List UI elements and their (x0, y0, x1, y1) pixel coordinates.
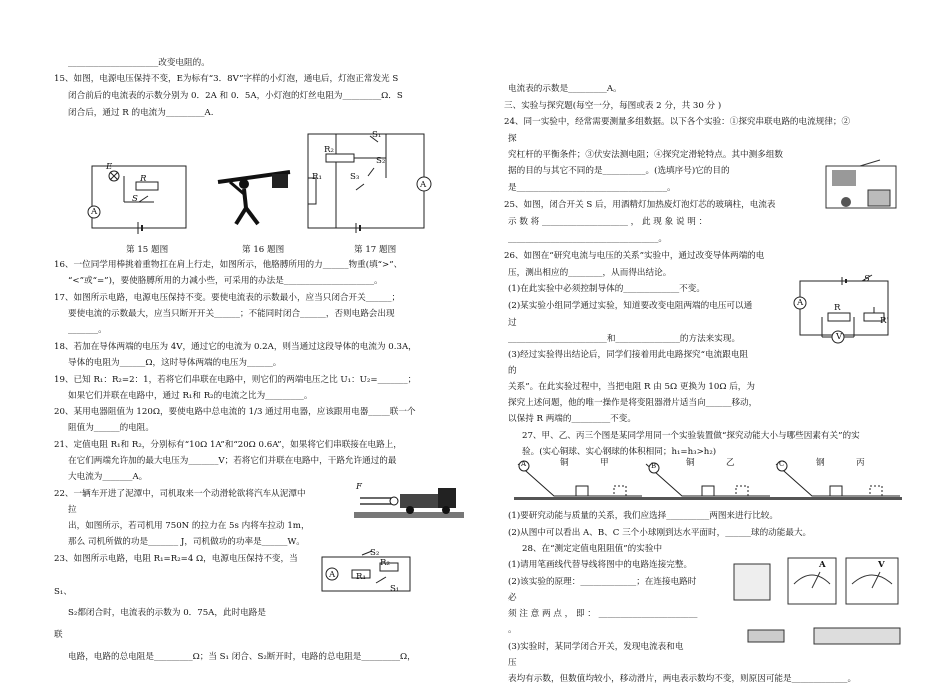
q26-line11: 以保持 R 两端的_________不变。 (508, 414, 636, 424)
label-r2-23: R₂ (380, 558, 390, 568)
label-s1: S₁ (372, 130, 382, 140)
ramp-jia-material: 铜 (560, 458, 569, 468)
q17-line1: 17、如图所示电路，电源电压保持不变。要使电流表的示数最小，应当只闭合开关______； (54, 293, 401, 303)
q18-line2: 导体的电阻为______Ω，这时导体两端的电压为______。 (68, 358, 282, 368)
section-3-heading: 三、实验与探究题(每空一分，每图或表 2 分，共 30 分 ) (504, 101, 722, 111)
q18-line1: 18、若加在导体两端的电压为 4V，通过它的电流为 0.2A，则当通过这段导体的电流为 0.3A， (54, 342, 417, 352)
q28-line5: 须 注 意 两 点 ， 即 ： _______________________ (508, 609, 698, 619)
label-ammeter-15: A (91, 207, 98, 217)
q25-line3: ___________________________________。 (508, 234, 667, 244)
q28-line1: 28、在“测定定值电阻阻值”的实验中 (522, 544, 663, 554)
label-s1-23: S₁ (390, 584, 400, 594)
label-voltmeter-26: V (836, 332, 843, 342)
q27-line2: 验。(实心铜球、实心钢球的体积相同；h₁=h₃>h₂) (522, 447, 717, 457)
q24-line1: 24、同一实验中，经常需要测量多组数据。以下各个实验：①探究串联电路的电流规律；② (504, 117, 851, 127)
q23-line4: 联 (54, 630, 63, 640)
label-r2: R₂ (324, 145, 334, 155)
q28-line6: 。 (508, 625, 517, 635)
q15-line3: 闭合后，通过 R 的电流为_________A. (68, 108, 214, 118)
q23-line5: 电路，电路的总电阻是_________Ω；当 S₁ 闭合、S₂断开时，电路的总电阻是_________Ω， (68, 652, 416, 662)
q26-line2: 压，测出相应的________，从而得出结论。 (508, 268, 672, 278)
q17-line3: _______。 (68, 325, 107, 335)
q26-line7: (3)经过实验得出结论后，同学们接着用此电路探究“电流跟电阻 (508, 350, 749, 360)
q22-line1: 22、一辆车开进了泥潭中，司机取来一个动滑轮欲将汽车从泥潭中 (54, 489, 306, 499)
label-s3: S₃ (350, 172, 360, 182)
q26-line9: 关系”。在此实验过程中，当把电阻 R 由 5Ω 更换为 10Ω 后，为 (508, 382, 755, 392)
q28-line8: 压 (508, 658, 517, 668)
label-ammeter-23: A (329, 570, 336, 580)
q28-line7: (3)实验时，某同学闭合开关，发现电流表和电 (508, 642, 684, 652)
label-r1-23: R₁ (356, 572, 366, 582)
figure-25-apparatus (820, 160, 900, 218)
q26-line5: 过 (508, 318, 517, 328)
q26-line4: (2)某实验小组同学通过实验，知道要改变电阻两端的电压可以通 (508, 301, 753, 311)
ball-b-label: B (651, 462, 657, 470)
q22-line4: 那么 司机所做的功是_______ J，司机做功的功率是______W。 (68, 537, 305, 547)
label-s2-23: S₂ (370, 548, 380, 558)
ramp-yi-material: 铜 (686, 458, 695, 468)
caption-fig17: 第 17 题图 (354, 245, 397, 255)
q22-line3: 出，如图所示，若司机用 750N 的拉力在 5s 内将车拉动 1m， (68, 521, 310, 531)
meter-v-label: V (878, 560, 885, 570)
label-r: R (140, 174, 147, 184)
q27-sub1: (1)要研究动能与质量的关系，我们应选择__________两图来进行比较。 (508, 511, 778, 521)
q16-line2: “<”或“=”)，要使胳膊所用的力减小些，可采用的办法是_____________________。 (68, 276, 383, 286)
figure-22-truck-pulley (354, 482, 464, 522)
q26-line1: 26、如图在“研究电流与电压的关系”实验中，通过改变导体两端的电 (504, 251, 765, 261)
figure-15-circuit (84, 160, 194, 240)
q24-line5: 是___________________________________。 (508, 183, 676, 193)
q21-line3: 大电流为_______A。 (68, 472, 148, 482)
meter-a-label: A (819, 560, 826, 570)
q24-line4: 据的目的与其它不同的是__________。(选填序号)它的目的 (508, 166, 730, 176)
label-ammeter-26: A (797, 298, 804, 308)
q17-line2: 要使电流的示数最大，应当只断开开关______；不能同时闭合______，否则电路会出现 (68, 309, 395, 319)
label-e: E (106, 162, 113, 172)
q23-line2: S₁、 (54, 587, 72, 597)
label-ammeter-17: A (420, 180, 427, 190)
q23-line3: S₂都闭合时，电流表的示数为 0．75A，此时电路是 (68, 608, 266, 618)
ramp-bing-label: 丙 (856, 458, 865, 468)
label-s-26: S (864, 274, 870, 284)
q28-line3: (2)该实验的原理：_____________；在连接电路时 (508, 577, 697, 587)
figure-16-person-with-pole (214, 168, 294, 228)
ball-c-label: C (779, 460, 785, 468)
q20-line1: 20、某用电器阻值为 120Ω，要使电路中总电流的 1/3 通过用电器，应该跟用电器_____联一个 (54, 407, 416, 417)
q19-line1: 19、已知 R₁：R₂=2：1，若将它们串联在电路中，则它们的两端电压之比 U₁：U₂=_______； (54, 375, 417, 385)
label-r1: R₁ (312, 172, 322, 182)
label-s2: S₂ (376, 156, 386, 166)
q27-sub2: (2)从图中可以看出 A、B、C 三个小球刚到达水平面时，______球的动能最大。 (508, 528, 812, 538)
q23-line1: 23、如图所示电路，电阻 R₁=R₂=4 Ω，电源电压保持不变，当 (54, 554, 298, 564)
q27-line1: 27、甲、乙、丙三个图是某同学用同一个实验装置做“探究动能大小与哪些因素有关”的实 (522, 431, 860, 441)
label-s: S (132, 194, 138, 204)
q24-line3: 究杠杆的平衡条件；③伏安法测电阻；④探究定滑轮特点。其中测多组数 (508, 150, 784, 160)
q16-line1: 16、一位同学用棒挑着重物扛在肩上行走，如图所示，他胳膊所用的力______物重(填“>”、 (54, 260, 403, 270)
ramp-yi-label: 乙 (726, 458, 735, 468)
q28-line4: 必 (508, 593, 517, 603)
ramp-bing-material: 钢 (816, 458, 825, 468)
q19-line2: 如果它们并联在电路中，通过 R₁和 R₂的电流之比为_________。 (68, 391, 313, 401)
ball-a-label: A (521, 460, 527, 468)
caption-fig16: 第 16 题图 (242, 245, 285, 255)
ramp-jia-label: 甲 (600, 458, 609, 468)
q26-line10: 探究上述问题，他的唯一操作是将变阻器滑片适当向______移动， (508, 398, 758, 408)
q24-line2: 探 (508, 134, 517, 144)
q26-line8: 的 (508, 366, 517, 376)
caption-fig15: 第 15 题图 (126, 245, 169, 255)
q28-line9: 表均有示数，但数值均较小，移动滑片，两电表示数均不变，则原因可能是_____________。 (508, 674, 857, 684)
q26-line3: (1)在此实验中必须控制导体的_____________不变。 (508, 284, 705, 294)
q28-line2: (1)请用笔画线代替导线将图中的电路连接完整。 (508, 560, 693, 570)
q25-line1: 25、如图，闭合开关 S 后，用酒精灯加热废灯泡灯芯的玻璃柱，电流表 (504, 200, 776, 210)
q21-line2: 在它们两端允许加的最大电压为_______V；若将它们并联在电路中，干路允许通过的最 (68, 456, 397, 466)
q25-line2: 示 数 将 ____________________ ， 此 现 象 说 明 ： (508, 217, 708, 227)
q14-tail: _____________________改变电阻的。 (68, 58, 210, 68)
q23-tail: 电流表的示数是_________A。 (508, 84, 622, 94)
figure-27-ramps (514, 460, 904, 502)
q22-line2: 拉 (68, 505, 77, 515)
label-r-26: R (834, 303, 841, 313)
figure-26-circuit (792, 273, 896, 349)
q20-line2: 阻值为______的电阻。 (68, 423, 154, 433)
label-force: F (356, 482, 362, 492)
q15-line1: 15、如图，电源电压保持不变，E为标有“3．8V”字样的小灯泡，通电后，灯泡正常发光 S (54, 74, 399, 84)
label-rprime: R' (880, 316, 889, 326)
q15-line2: 闭合前后的电流表的示数分别为 0．2A 和 0．5A，小灯泡的灯丝电阻为_________Ω．S (68, 91, 403, 101)
figure-17-circuit (296, 128, 436, 240)
q26-line6: _______________________和_______________的方法来实现。 (508, 334, 741, 344)
q21-line1: 21、定值电阻 R₁和 R₂，分别标有“10Ω 1A”和“20Ω 0.6A”，如果将它们串联接在电路上， (54, 440, 402, 450)
